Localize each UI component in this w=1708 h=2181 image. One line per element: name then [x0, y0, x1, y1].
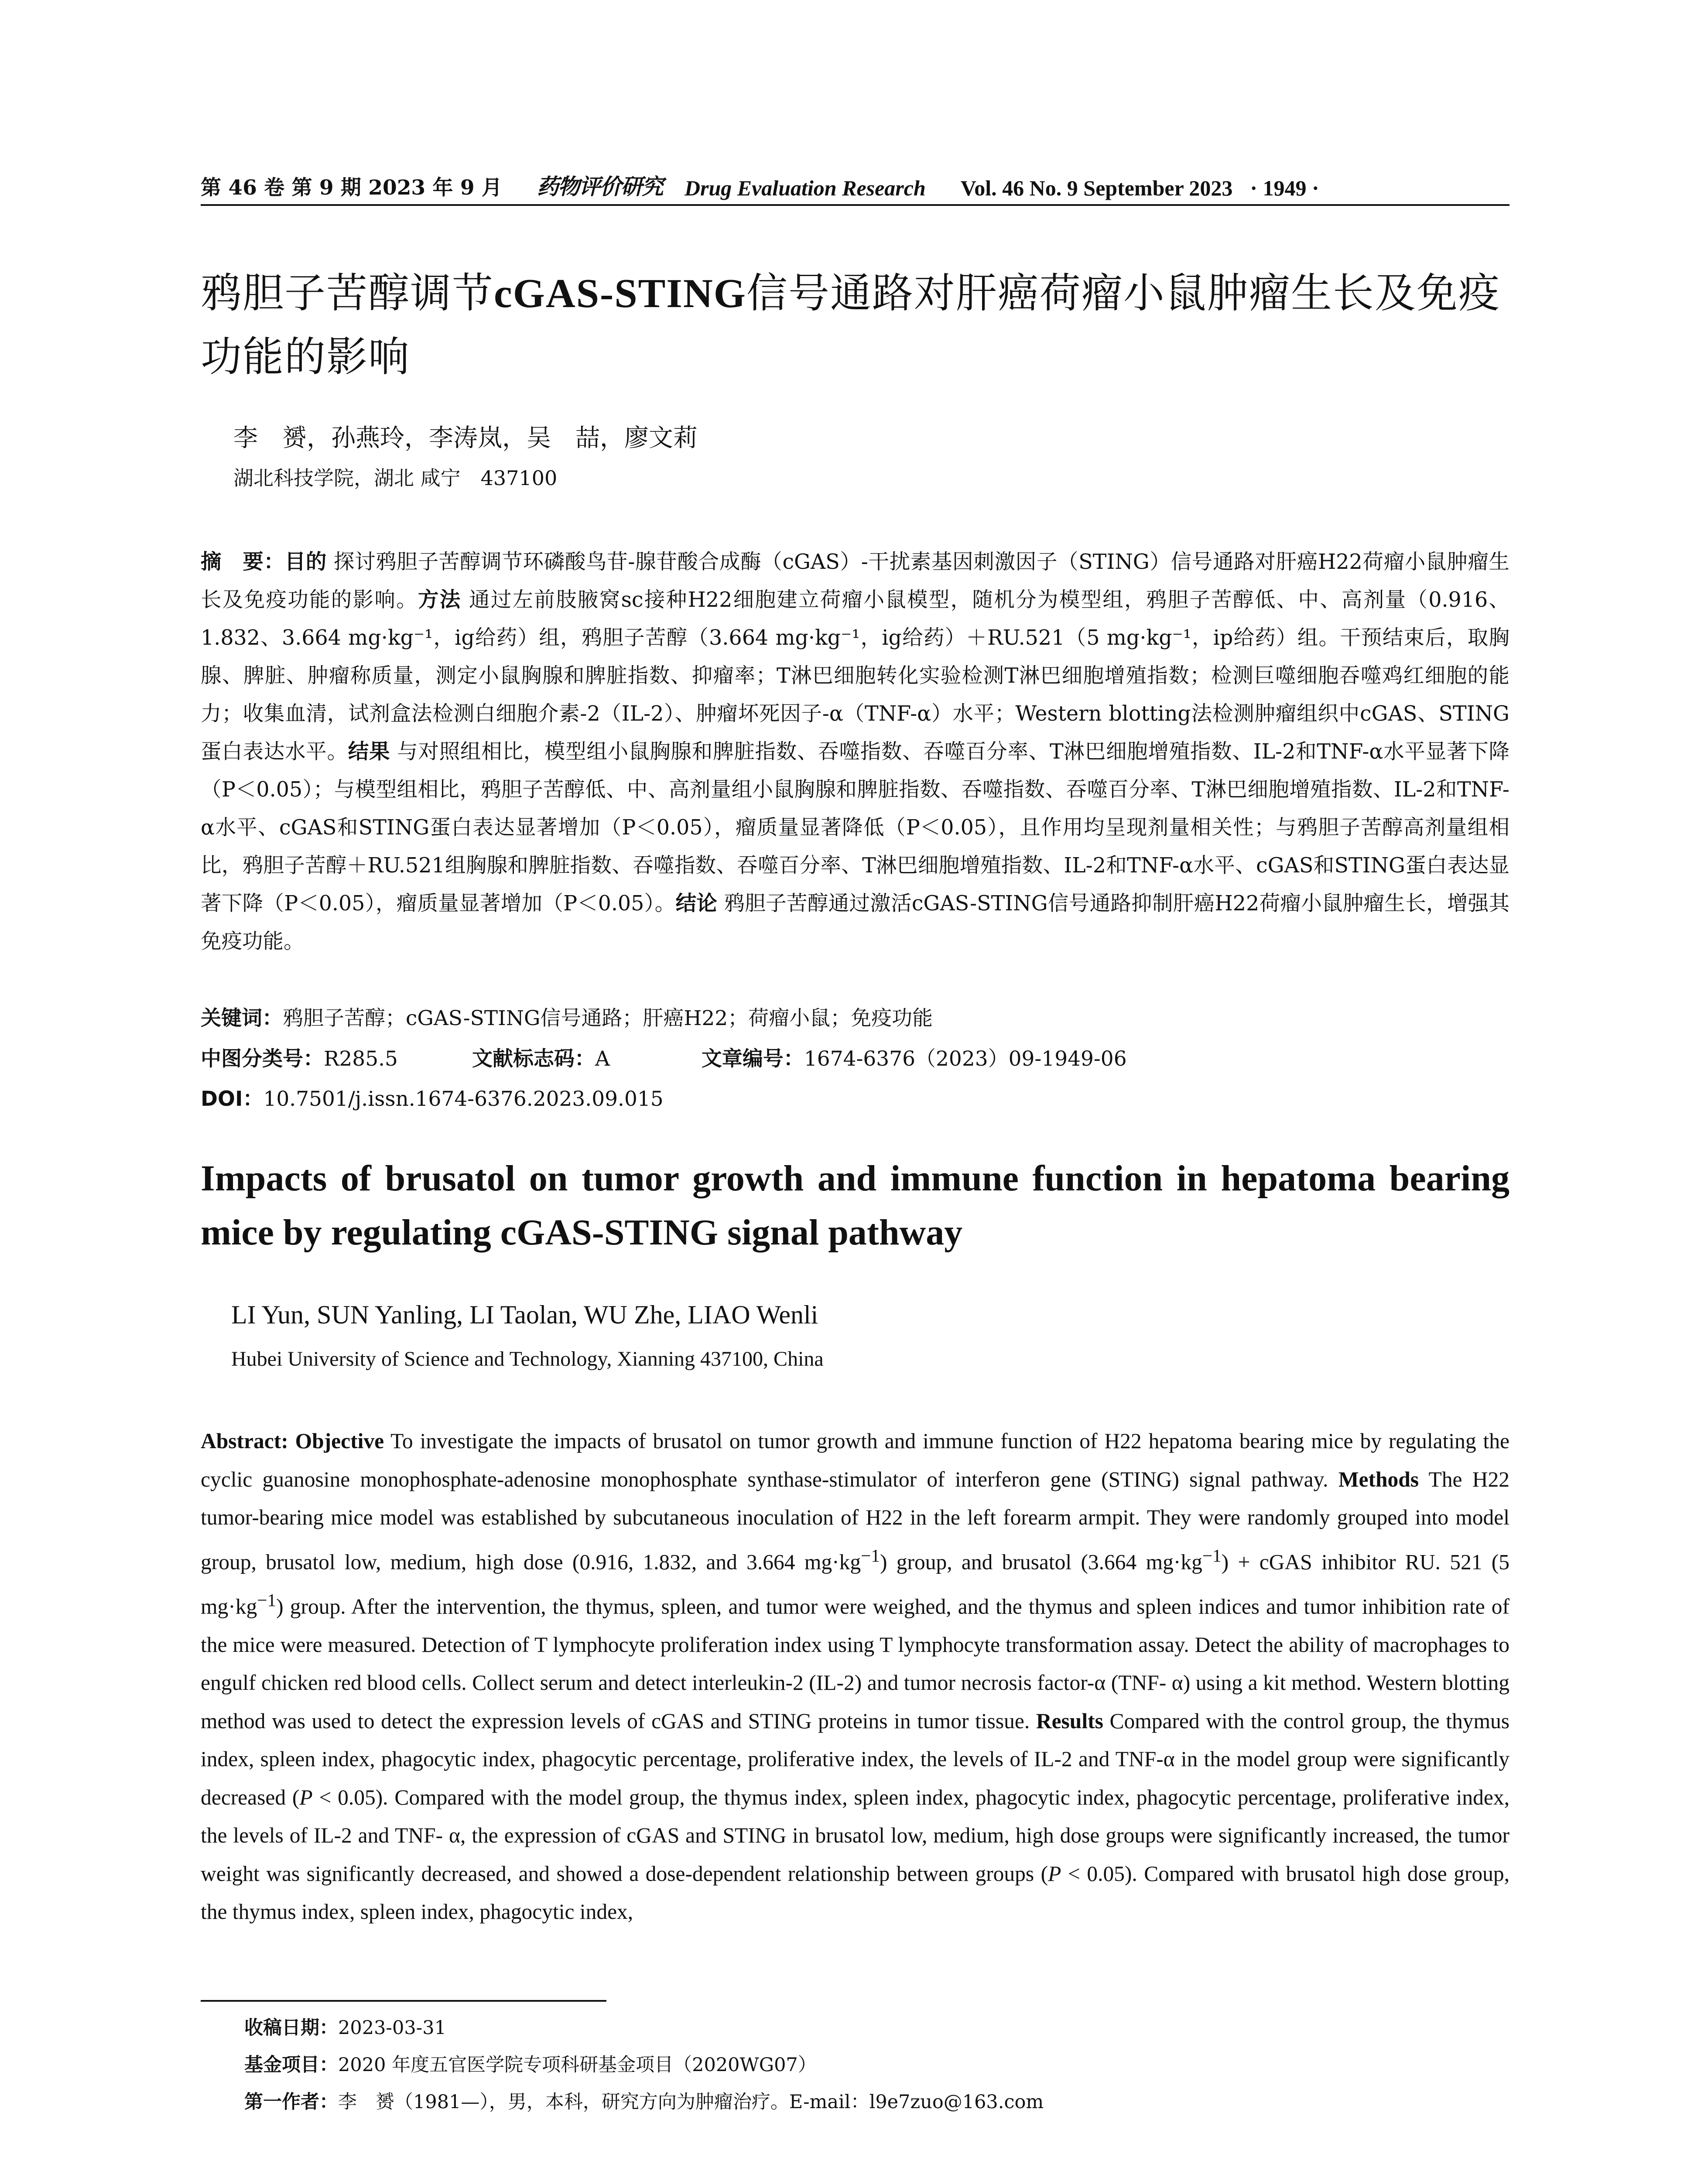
- title-zh-part2: cGAS-STING: [494, 271, 746, 316]
- objective-text-en: To investigate the impacts of brusatol on tumor growth and immune function of H22 hepatoma bearing mice by regulating the cyclic guanosine monophosphate-adenosine monophosphate synthase-stimulator of interferon gene (STING) signal pathway.: [201, 1429, 1509, 1491]
- volume-en: Vol. 46 No. 9 September 2023: [960, 176, 1233, 200]
- results-label-en: Results: [1036, 1709, 1103, 1733]
- authors-zh: 李 赟，孙燕玲，李涛岚，吴 喆，廖文莉: [233, 424, 698, 452]
- superscript-exp: −1: [1202, 1545, 1222, 1566]
- results-text-zh: 与对照组相比，模型组小鼠胸腺和脾脏指数、吞噬指数、吞噬百分率、T淋巴细胞增殖指数、IL-2和TNF-α水平显著下降（P＜0.05）；与模型组相比，鸦胆子苦醇低、中、高剂量组小鼠胸腺和脾脏指数、吞噬指数、吞噬百分率、T淋巴细胞增殖指数、IL-2和TNF-α水平、cGAS和STING蛋白表达显著增加（P＜0.05），瘤质量显著降低（P＜0.05），且作用均呈现剂量相关性；与鸦胆子苦醇高剂量组相比，鸦胆子苦醇＋RU.521组胸腺和脾脏指数、吞噬指数、吞噬百分率、T淋巴细胞增殖指数、IL-2和TNF-α水平、cGAS和STING蛋白表达显著下降（P＜0.05），瘤质量显著增加（P＜0.05）。: [201, 740, 1510, 916]
- methods-text-en-3: ) + cGAS inhibitor RU. 521 (5 mg·kg: [201, 1550, 1510, 1618]
- fund-label: 基金项目：: [244, 2054, 338, 2076]
- p-symbol: P: [1048, 1861, 1061, 1886]
- methods-label-zh: 方法: [418, 588, 462, 612]
- abstract-zh: [201, 543, 1509, 961]
- methods-label-en: Methods: [1338, 1467, 1419, 1491]
- results-text-en-3: < 0.05). Compared with brusatol high dose group, the thymus index, spleen index, phagocytic index,: [201, 1861, 1510, 1924]
- objective-label-zh: 目的: [284, 550, 327, 574]
- article-no-label: 文章编号：: [701, 1047, 804, 1071]
- authors-en: LI Yun, SUN Yanling, LI Taolan, WU Zhe, LIAO Wenli: [231, 1300, 818, 1329]
- footnote-received: [244, 2013, 446, 2040]
- doi-value: 10.7501/j.issn.1674-6376.2023.09.015: [263, 1087, 664, 1111]
- doc-code-value: A: [595, 1047, 610, 1071]
- received-label: 收稿日期：: [244, 2017, 338, 2039]
- superscript-exp: −1: [861, 1545, 880, 1566]
- title-zh-part1: 鸦胆子苦醇调节: [201, 270, 494, 317]
- methods-text-en-1: The H22 tumor-bearing mice model was established by subcutaneous inoculation of H22 in the left forearm armpit. They were randomly grouped into model group, brusatol low, medium, high dose (0.916, 1.832, and 3.664 mg·kg: [201, 1467, 1509, 1574]
- footnote-author: [244, 2087, 1044, 2114]
- title-zh-part3: 信号通路对肝癌荷瘤小鼠肿瘤生长及免疫功能的影响: [201, 270, 1500, 381]
- abstract-en: [201, 1422, 1509, 1931]
- methods-text-zh: 通过左前肢腋窝sc接种H22细胞建立荷瘤小鼠模型，随机分为模型组，鸦胆子苦醇低、中、高剂量（0.916、1.832、3.664 mg·kg⁻¹，ig给药）组，鸦胆子苦醇（3.664 mg·kg⁻¹，ig给药）＋RU.521（5 mg·kg⁻¹，ip给药）组。干预结束后，取胸腺、脾脏、肿瘤称质量，测定小鼠胸腺和脾脏指数、抑瘤率；T淋巴细胞转化实验检测T淋巴细胞增殖指数；检测巨噬细胞吞噬鸡红细胞的能力；收集血清，试剂盒法检测白细胞介素-2（IL-2）、肿瘤坏死因子-α（TNF-α）水平；Western blotting法检测肿瘤组织中cGAS、STING蛋白表达水平。: [201, 588, 1510, 764]
- title-en: Impacts of brusatol on tumor growth and immune function in hepatoma bearing mice by regulating cGAS-STING signal pathway: [201, 1158, 1509, 1253]
- first-author-label: 第一作者：: [244, 2091, 338, 2113]
- objective-label-en: Objective: [295, 1429, 384, 1453]
- running-header: [201, 166, 1509, 201]
- conclusion-label-zh: 结论: [675, 892, 718, 916]
- title-zh: [201, 262, 1509, 389]
- abstract-zh-label: 摘 要：: [201, 550, 285, 574]
- journal-name-en: Drug Evaluation Research: [684, 176, 926, 200]
- article-no-value: 1674-6376（2023）09-1949-06: [804, 1047, 1127, 1071]
- doc-code-label: 文献标志码：: [472, 1047, 595, 1071]
- journal-name-zh: 药物评价研究: [537, 174, 663, 199]
- results-text-en-1: Compared with the control group, the thymus index, spleen index, phagocytic index, phagocytic percentage, proliferative index, the levels of IL-2 and TNF-α in the model group were significantly decreased (: [201, 1709, 1509, 1809]
- clc-value: R285.5: [324, 1047, 398, 1071]
- first-author-value: 李 赟（1981—），男，本科，研究方向为肿瘤治疗。E-mail：l9e7zuo@163.com: [338, 2091, 1044, 2113]
- classification-line: [201, 1043, 1127, 1072]
- footnote-fund: [244, 2050, 817, 2077]
- methods-text-en-4: ) group. After the intervention, the thymus, spleen, and tumor were weighed, and the thymus and spleen indices and tumor inhibition rate of the mice were measured. Detection of T lymphocyte proliferation index using T lymphocyte transformation assay. Detect the ability of macrophages to engulf chicken red blood cells. Collect serum and detect interleukin-2 (IL-2) and tumor necrosis factor-α (TNF- α) using a kit method. Western blotting method was used to detect the expression levels of cGAS and STING proteins in tumor tissue.: [201, 1594, 1509, 1733]
- page-number: · 1949 ·: [1250, 176, 1319, 200]
- superscript-exp: −1: [257, 1590, 277, 1610]
- keywords-line: [201, 1002, 933, 1031]
- p-symbol: P: [299, 1785, 313, 1809]
- fund-value: 2020 年度五官医学院专项科研基金项目（2020WG07）: [338, 2054, 817, 2076]
- conclusion-text-zh: 鸦胆子苦醇通过激活cGAS-STING信号通路抑制肝癌H22荷瘤小鼠肿瘤生长，增强其免疫功能。: [201, 892, 1509, 954]
- doi-line: [201, 1083, 664, 1112]
- abstract-en-label: Abstract:: [201, 1429, 288, 1453]
- doi-label: DOI：: [201, 1087, 264, 1111]
- objective-text-zh: 探讨鸦胆子苦醇调节环磷酸鸟苷-腺苷酸合成酶（cGAS）-干扰素基因刺激因子（STING）信号通路对肝癌H22荷瘤小鼠肿瘤生长及免疫功能的影响。: [201, 550, 1510, 612]
- affiliation-zh: 湖北科技学院，湖北 咸宁 437100: [233, 466, 558, 490]
- clc-label: 中图分类号：: [201, 1047, 324, 1071]
- footnote-rule: [201, 2000, 606, 2002]
- affiliation-en: Hubei University of Science and Technology, Xianning 437100, China: [231, 1347, 824, 1371]
- results-text-en-2: < 0.05). Compared with the model group, the thymus index, spleen index, phagocytic index, phagocytic percentage, proliferative index, the levels of IL-2 and TNF- α, the expression of cGAS and STING in brusatol low, medium, high dose groups were significantly increased, the tumor weight was significantly decreased, and showed a dose-dependent relationship between groups (: [201, 1785, 1509, 1886]
- keywords-label: 关键词：: [201, 1006, 283, 1030]
- header-rule: [201, 204, 1509, 206]
- received-value: 2023-03-31: [338, 2017, 446, 2039]
- volume-zh: 第 46 卷 第 9 期 2023 年 9 月: [201, 176, 502, 200]
- results-label-zh: 结果: [348, 740, 390, 764]
- keywords-value: 鸦胆子苦醇；cGAS-STING信号通路；肝癌H22；荷瘤小鼠；免疫功能: [283, 1006, 933, 1030]
- methods-text-en-2: ) group, and brusatol (3.664 mg·kg: [880, 1550, 1202, 1574]
